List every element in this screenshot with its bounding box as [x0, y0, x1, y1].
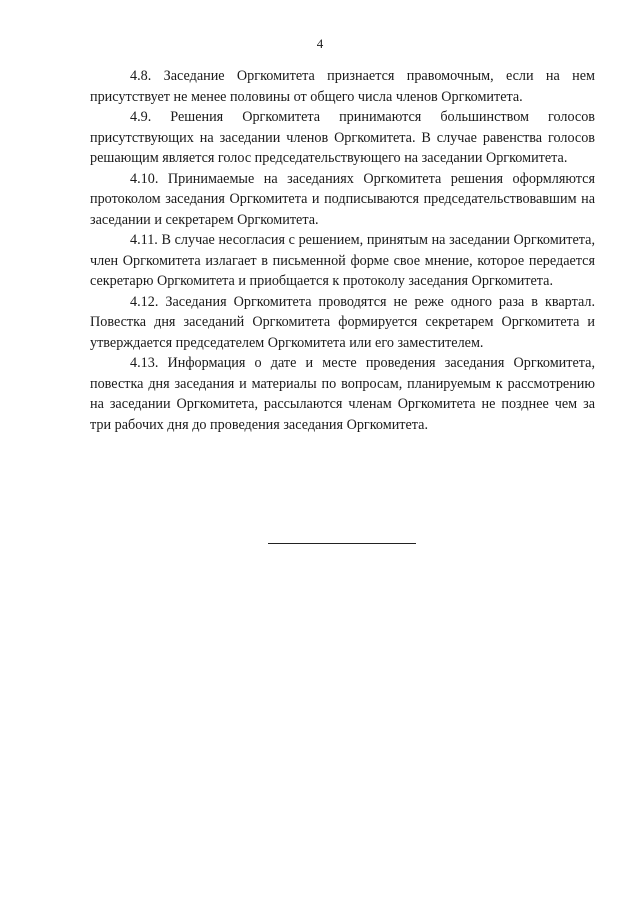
document-body	[90, 66, 595, 435]
page-number: 4	[316, 36, 324, 51]
closing-divider-line	[268, 543, 416, 544]
paragraph-4-13: 4.13. Информация о дате и месте проведения заседания Оргкомитета, повестка дня заседания и материалы по вопросам, планируемым к рассмотрению на заседании Оргкомитета, рассылаются членам Оргкомитета не позднее чем за три рабочих дня до проведения заседания Оргкомитета.	[90, 355, 595, 433]
paragraph-4-10: 4.10. Принимаемые на заседаниях Оргкомитета решения оформляются протоколом заседания Оргкомитета и подписываются председательствовавшим на заседании и секретарем Оргкомитета.	[90, 170, 595, 228]
paragraph-4-11: 4.11. В случае несогласия с решением, принятым на заседании Оргкомитета, член Оргкомитета излагает в письменной форме свое мнение, которое передается секретарю Оргкомитета и приобщается к протоколу заседания Оргкомитета.	[90, 232, 595, 289]
paragraph-4-12: 4.12. Заседания Оргкомитета проводятся не реже одного раза в квартал. Повестка дня заседаний Оргкомитета формируется секретарем Оргкомитета и утверждается председателем Оргкомитета или его заместителем.	[90, 293, 595, 351]
paragraph-4-8: 4.8. Заседание Оргкомитета признается правомочным, если на нем присутствует не менее половины от общего числа членов Оргкомитета.	[90, 68, 595, 105]
paragraph-4-9: 4.9. Решения Оргкомитета принимаются большинством голосов присутствующих на заседании членов Оргкомитета. В случае равенства голосов решающим является голос председательствующего на заседании Оргкомитета.	[90, 109, 595, 166]
